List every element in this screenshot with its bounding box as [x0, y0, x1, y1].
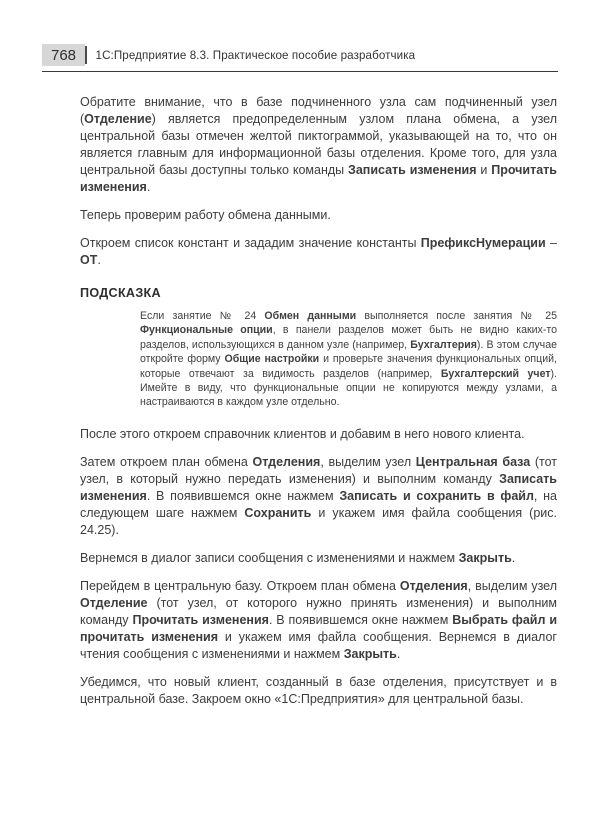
- text-segment: и проверьте значения функциональных опций, которые отвечают за видимость разделов (например,: [140, 353, 558, 380]
- bold-text-segment: Записать и сохранить в файл: [339, 488, 534, 503]
- bold-text-segment: Отделение: [84, 112, 152, 126]
- bold-text-segment: Обмен данными: [264, 310, 357, 322]
- book-title: 1С:Предприятие 8.3. Практическое пособие разработчика: [95, 49, 416, 62]
- page-number: 768: [42, 44, 85, 66]
- bold-text-segment: ОТ: [80, 253, 98, 267]
- bold-text-segment: Закрыть: [343, 646, 397, 661]
- bold-text-segment: Бухгалтерский учет: [440, 367, 551, 380]
- text-segment: выполняется после занятия № 25: [356, 310, 557, 322]
- text-segment: ) является предопределенным узлом плана обмена, а узел центральной базы отмечен желтой пиктограммой, указывающей на то, что он является главным для информационной базы отделения. Кроме того, для узла центральной базы доступны только команды: [80, 112, 557, 177]
- bold-text-segment: ПрефиксНумерации: [420, 236, 546, 250]
- bold-text-segment: Прочитать изменения: [132, 612, 269, 627]
- text-segment: Теперь проверим работу обмена данными.: [80, 208, 331, 222]
- bold-text-segment: Отделение: [80, 595, 148, 610]
- text-segment: (тот узел, от которого нужно принять изменения) и выполним команду: [80, 595, 557, 627]
- bold-text-segment: Записать изменения: [80, 471, 557, 503]
- text-segment: Обратите внимание, что в базе подчиненного узла сам подчиненный узел (: [80, 95, 557, 126]
- text-segment: Откроем список констант и зададим значение константы: [80, 236, 421, 250]
- text-segment: Убедимся, что новый клиент, созданный в базе отделения, присутствует и в центральной базе. Закроем окно «1С:Предприятия» для центральной базы.: [80, 674, 557, 706]
- text-segment: и укажем имя файла сообщения (рис. 24.25).: [80, 505, 557, 537]
- text-segment: , выделим узел: [320, 454, 416, 469]
- text-segment: , выделим узел: [467, 578, 557, 593]
- text-segment: , на следующем шаге нажмем: [80, 488, 557, 520]
- text-segment: и: [476, 163, 492, 177]
- text-segment: . В появившемся окне нажмем: [146, 488, 340, 503]
- text-segment: Перейдем в центральную базу. Откроем план обмена: [80, 578, 400, 593]
- bold-text-segment: Сохранить: [244, 505, 312, 520]
- page-header: [42, 44, 558, 72]
- text-segment: –: [545, 236, 557, 250]
- body-paragraph: [80, 235, 557, 269]
- body-paragraph: [80, 674, 557, 708]
- text-segment: ). В этом случае откройте форму: [140, 338, 557, 366]
- text-segment: После этого откроем справочник клиентов и добавим в него нового клиента.: [80, 426, 525, 441]
- bold-text-segment: Бухгалтерия: [410, 338, 477, 351]
- content: [80, 94, 557, 708]
- body-paragraph: [80, 578, 557, 663]
- text-segment: . В появившемся окне нажмем: [268, 612, 453, 627]
- text-segment: .: [511, 550, 516, 565]
- bold-text-segment: Закрыть: [458, 550, 512, 565]
- text-segment: .: [97, 253, 101, 267]
- header-divider: [85, 46, 87, 64]
- text-segment: Если занятие № 24: [140, 310, 265, 322]
- hint-paragraph: [80, 309, 557, 410]
- body-paragraph: [80, 454, 557, 539]
- body-paragraph: [80, 426, 557, 443]
- bold-text-segment: Функциональные опции: [140, 324, 273, 337]
- text-segment: .: [396, 646, 401, 661]
- bold-text-segment: Записать изменения: [347, 163, 477, 177]
- body-paragraph: [80, 207, 557, 224]
- text-segment: Затем откроем план обмена: [80, 454, 253, 469]
- text-segment: .: [146, 180, 151, 194]
- body-paragraph: [80, 94, 557, 196]
- bold-text-segment: Отделения: [399, 578, 468, 593]
- bold-text-segment: Общие настройки: [224, 353, 320, 366]
- text-segment: (тот узел, в который нужно передать изменения) и выполним команду: [80, 454, 557, 486]
- hint-heading: ПОДСКАЗКА: [80, 286, 161, 300]
- text-segment: , в панели разделов может быть не видно каких-то разделов, использующихся в данном узле (например,: [140, 324, 557, 351]
- text-segment: и укажем имя файла сообщения. Вернемся в диалог чтения сообщения с изменениями и нажмем: [80, 629, 557, 661]
- bold-text-segment: Прочитать изменения: [80, 163, 557, 194]
- text-segment: ). Имейте в виду, что функциональные опции не копируются между узлами, а настраиваются в каждом узле отдельно.: [140, 367, 557, 409]
- text-segment: Вернемся в диалог записи сообщения с изменениями и нажмем: [80, 550, 459, 565]
- body-paragraph: [80, 550, 557, 567]
- bold-text-segment: Центральная база: [415, 454, 531, 469]
- bold-text-segment: Выбрать файл и прочитать изменения: [80, 612, 558, 644]
- bold-text-segment: Отделения: [252, 454, 321, 469]
